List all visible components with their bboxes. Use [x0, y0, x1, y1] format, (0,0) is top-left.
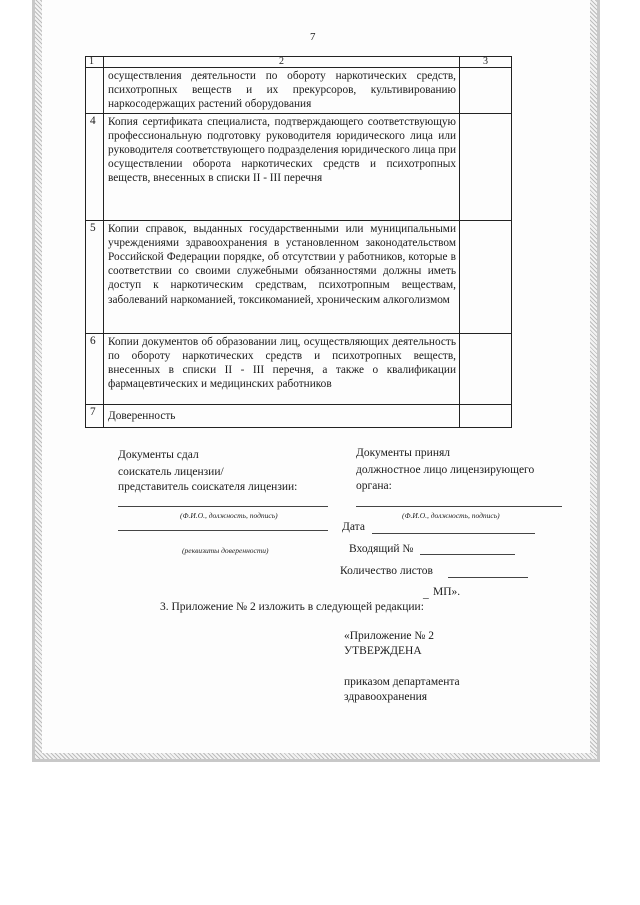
- sheets-line: [448, 577, 528, 578]
- seal-separator: _: [423, 588, 429, 600]
- row-col3: [460, 220, 512, 333]
- row-number: 7: [86, 404, 104, 427]
- row-number: [86, 68, 104, 114]
- paragraph-3: 3. Приложение № 2 изложить в следующей редакции:: [160, 601, 424, 613]
- incoming-label: Входящий №: [349, 543, 414, 555]
- seal-label: МП».: [433, 586, 461, 598]
- left-caption-1: (Ф.И.О., должность, подпись): [180, 511, 278, 520]
- documents-table: [85, 56, 512, 428]
- scan-edge-left: [35, 0, 42, 759]
- appendix-line2: УТВЕРЖДЕНА: [344, 645, 422, 657]
- right-line1: Документы принял: [356, 447, 451, 459]
- left-signature-line: [118, 506, 328, 507]
- row-col3: [460, 113, 512, 220]
- table-row: [86, 68, 512, 114]
- table-header-cell: 1: [86, 57, 104, 68]
- row-col3: [460, 333, 512, 404]
- row-number: 5: [86, 220, 104, 333]
- table-header-cell: 3: [460, 57, 512, 68]
- table-row: [86, 113, 512, 220]
- left-line1: Документы сдал: [118, 449, 199, 461]
- table-header-cell: 2: [104, 57, 460, 68]
- row-number: 4: [86, 113, 104, 220]
- row-col3: [460, 404, 512, 427]
- right-caption-1: (Ф.И.О., должность, подпись): [402, 511, 500, 520]
- row-col3: [460, 68, 512, 114]
- incoming-line: [420, 554, 515, 555]
- row-text: Копии справок, выданных государственными или муниципальными учреждениями здравоохранения в установленном законодательством Российской Федерации порядке, об отсутствии у работников, которые в соответствии со своими служебными обязанностями должны иметь доступ к наркотическим средствам, психотропным веществам, заболеваний наркоманией, токсикоманией, хроническим алкоголизмом: [104, 220, 460, 333]
- left-line3: представитель соискателя лицензии:: [118, 481, 298, 493]
- appendix-line3: приказом департамента: [344, 676, 460, 688]
- right-signature-line: [356, 506, 562, 507]
- sheets-label: Количество листов: [340, 565, 433, 577]
- left-caption-2: (реквизиты доверенности): [182, 546, 269, 555]
- page-number: 7: [310, 31, 316, 43]
- appendix-line4: здравоохранения: [344, 691, 428, 703]
- right-line2: должностное лицо лицензирующего: [356, 464, 535, 476]
- scan-edge-right: [590, 0, 597, 759]
- left-line2: соискатель лицензии/: [118, 466, 224, 478]
- row-text: Копия сертификата специалиста, подтверждающего соответствующую профессиональную подготовку руководителя юридического лица или руководителя соответствующего подразделения юридического лица при осуществлении оборота наркотических средств и психотропных веществ, внесенных в списки II - III перечня: [104, 113, 460, 220]
- left-poa-line: [118, 530, 328, 531]
- row-number: 6: [86, 333, 104, 404]
- row-text: осуществления деятельности по обороту наркотических средств, психотропных веществ и их прекурсоров, культивированию наркосодержащих растений оборудования: [104, 68, 460, 114]
- row-text: Копии документов об образовании лиц, осуществляющих деятельность по обороту наркотических средств и психотропных веществ, внесенных в списки II - III перечня, а также о квалификации фармацевтических и медицинских работников: [104, 333, 460, 404]
- table-row: [86, 333, 512, 404]
- scan-edge-bottom: [35, 753, 597, 759]
- right-line3: органа:: [356, 480, 392, 492]
- table-header-row: [86, 57, 512, 68]
- table-row: [86, 220, 512, 333]
- table-row: [86, 404, 512, 427]
- date-line: [372, 533, 535, 534]
- row-text: Доверенность: [104, 404, 460, 427]
- date-label: Дата: [342, 521, 365, 533]
- appendix-line1: «Приложение № 2: [344, 630, 434, 642]
